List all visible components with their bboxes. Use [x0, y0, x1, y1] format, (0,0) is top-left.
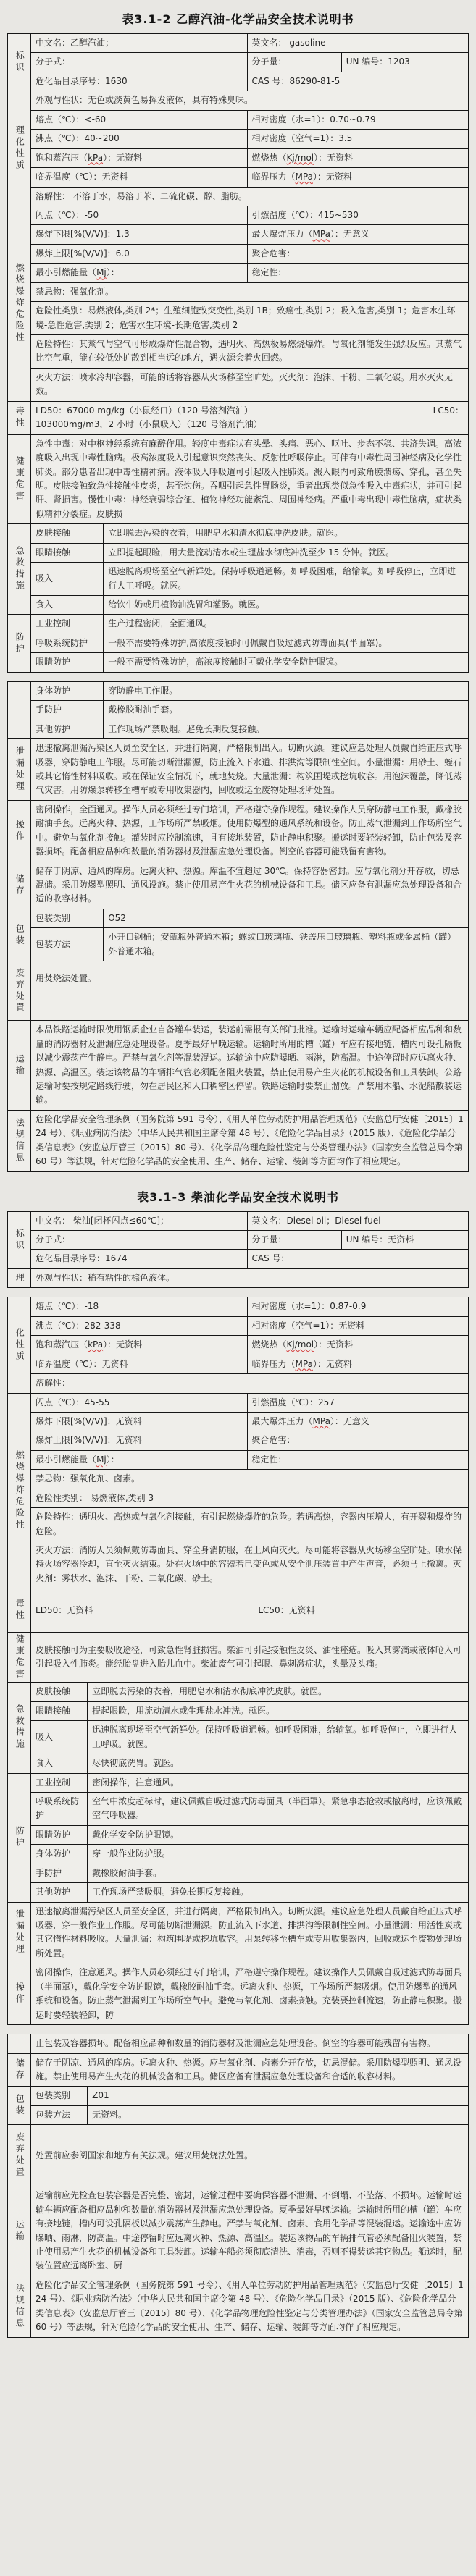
table-row — [8, 1633, 469, 1683]
table-row — [8, 1393, 469, 1412]
t1-side-label-protection: 防护 — [8, 615, 31, 672]
t1-polymerization-cell: 聚合危害： — [247, 244, 469, 263]
t2-side-label-toxicity: 毒性 — [8, 1588, 31, 1633]
t2-side-label-packaging: 包装 — [8, 2087, 31, 2125]
t1-un-number-cell: UN 编号：1203 — [341, 53, 468, 72]
t1-ingestion-label: 食入 — [31, 596, 104, 615]
t2-hazard-class-cell: 危险性类别： 易燃液体,类别 3 — [31, 1489, 469, 1507]
t1-ld50-value: LD50：67000 mg/kg（小鼠经口）（120 号溶剂汽油） — [36, 405, 253, 416]
table-row — [8, 1355, 469, 1373]
table-row — [8, 1250, 469, 1268]
t1-engineering-control-label: 工业控制 — [31, 615, 104, 634]
t2-engineering-control-label: 工业控制 — [31, 1773, 88, 1792]
table-row — [8, 434, 469, 524]
table-row — [8, 302, 469, 335]
t1-uel-cell: 爆炸上限[%(V/V)]：6.0 — [31, 244, 247, 263]
t1-side-label-physical: 理化性质 — [8, 91, 31, 206]
t2-eye-contact-label: 眼睛接触 — [31, 1701, 88, 1720]
t1-inhalation-label: 吸入 — [31, 563, 104, 596]
table-row — [8, 91, 469, 110]
t1-combustion-heat-cell: 燃烧热（Kj/mol）：无资料 — [247, 148, 469, 167]
t2-other-protection-label: 其他防护 — [31, 1883, 88, 1902]
table-row — [8, 1754, 469, 1773]
table-row — [8, 1701, 469, 1720]
t1-waste-disposal-cell: 用焚烧法处置。 — [31, 961, 469, 1021]
t2-side-label-fire-explosion: 燃烧爆炸危险性 — [8, 1393, 31, 1588]
t2-other-protection-cell: 工作现场严禁吸烟。避免长期反复接触。 — [88, 1883, 469, 1902]
t2-side-label-health-hazard: 健康危害 — [8, 1633, 31, 1683]
t2-lc50-value: LC50：无资料 — [258, 1604, 315, 1615]
t1-fire-fighting-cell: 灭火方法：喷水冷却容器，可能的话将容器从火场移至空旷处。灭火剂：泡沫、干粉、二氧化碳。用水灭火无效。 — [31, 368, 469, 401]
sheet2-segment-2 — [7, 1297, 469, 2025]
t2-ingestion-cell: 尽快彻底洗胃。就医。 — [88, 1754, 469, 1773]
t2-un-number-cell: UN 编号：无资料 — [341, 1231, 468, 1250]
table-row — [8, 401, 469, 434]
sheet1-segment-1 — [7, 33, 469, 673]
t1-other-protection-label: 其他防护 — [31, 720, 104, 738]
t2-ingestion-label: 食入 — [31, 1754, 88, 1773]
table-row — [8, 1021, 469, 1111]
sheet2-segment-1 — [7, 1211, 469, 1289]
t2-packaging-method-cell: 无资料。 — [88, 2105, 469, 2124]
table-row — [8, 1431, 469, 1450]
table-row — [8, 1489, 469, 1507]
table-row — [8, 1825, 469, 1844]
table-row — [8, 148, 469, 167]
t1-molweight-cell: 分子量： — [247, 53, 341, 72]
sheet2-segment-3 — [7, 2034, 469, 2338]
t2-boiling-point-cell: 沸点（℃）：282-338 — [31, 1316, 247, 1335]
table-row — [8, 1792, 469, 1825]
t2-inhalation-label: 吸入 — [31, 1721, 88, 1754]
table-row — [8, 187, 469, 206]
table-row — [8, 1231, 469, 1250]
table-row — [8, 543, 469, 562]
t2-flash-point-cell: 闪点（℃）：45-55 — [31, 1393, 247, 1412]
t2-inhalation-cell: 迅速脱离现场至空气新鲜处。保持呼吸道通畅。如呼吸困难，给输氧。如呼吸停止，立即进行人工呼吸。就医。 — [88, 1721, 469, 1754]
t1-min-ignition-energy-cell: 最小引燃能量（Mj）： — [31, 264, 247, 282]
t1-cas-cell: CAS 号：86290-81-5 — [247, 72, 469, 91]
t1-engineering-control-cell: 生产过程密闭，全面通风。 — [104, 615, 469, 634]
t1-boiling-point-cell: 沸点（℃）：40~200 — [31, 130, 247, 148]
t2-packaging-method-label: 包装方法 — [31, 2105, 88, 2124]
t1-transport-cell: 本品铁路运输时限使用钢质企业自备罐车装运，装运前需报有关部门批准。运输时运输车辆应配备相应品种和数量的消防器材及泄漏应急处理设备。夏季最好早晚运输。运输时所用的槽（罐）车应有接地链，槽内可设孔隔板以减少震荡产生静电。严禁与氧化剂等混装混运。运输途中应防曝晒、雨淋，防高温。中途停留时应远离火种、热源、高温区。装运该物品的车辆排气管必须配备阻火装置，禁止使用易产生火花的机械设备和工具装卸。公路运输时要按规定路线行驶，勿在居民区和人口稠密区停留。铁路运输时要禁止溜放。严禁用木船、水泥船散装运输。 — [31, 1021, 469, 1111]
t2-fire-fighting-cell: 灭火方法：消防人员须佩戴防毒面具、穿全身消防服，在上风向灭火。尽可能将容器从火场移至空旷处。喷水保持火场容器冷却，直至灭火结束。处在火场中的容器若已变色或从安全泄压装置中产生声音，必须马上撤离。灭火剂：雾状水、泡沫、干粉、二氧化碳、砂土。 — [31, 1541, 469, 1588]
t2-hand-protection-label: 手防护 — [31, 1864, 88, 1882]
table-row — [8, 1374, 469, 1393]
t1-side-label-health-hazard: 健康危害 — [8, 434, 31, 524]
t2-formula-cell: 分子式： — [31, 1231, 247, 1250]
t1-catalog-no-cell: 危化品目录序号：1630 — [31, 72, 247, 91]
table-row — [8, 653, 469, 672]
t1-side-label-empty — [8, 681, 31, 738]
t2-regulations-cell: 危险化学品安全管理条例（国务院第 591 号令）、《用人单位劳动防护用品管理规范》（安监总厅安健〔2015〕124 号）、《职业病防治法》（中华人民共和国主席令第 48 号）、《危险化学品目录》（2015 版）、《危险化学品分类信息表》（安监总厅管三〔2015〕80 号）、《化学品物理危险性鉴定与分类管理办法》（国家安全监管总局令第 60 号）等法规，针对危险化学品的安全使用、生产、储存、运输、装卸等方面均作了相应规定。 — [31, 2276, 469, 2337]
table-row — [8, 368, 469, 401]
t1-eye-protection-label: 眼睛防护 — [31, 653, 104, 672]
table-row — [8, 634, 469, 652]
t2-side-label-physical-b: 化性质 — [8, 1297, 31, 1393]
table-row — [8, 1470, 469, 1489]
table-row — [8, 720, 469, 738]
t1-side-label-packaging: 包装 — [8, 909, 31, 961]
t2-side-label-regulations: 法规信息 — [8, 2276, 31, 2337]
table-row — [8, 335, 469, 369]
sheet1-segment-2 — [7, 681, 469, 1172]
table-row — [8, 206, 469, 224]
t1-skin-contact-cell: 立即脱去污染的衣着，用肥皂水和清水彻底冲洗皮肤。就医。 — [104, 524, 469, 543]
table-row — [8, 1721, 469, 1754]
t1-incompatibles-cell: 禁忌物：强氧化剂。 — [31, 282, 469, 301]
table-row — [8, 264, 469, 282]
t2-side-label-storage: 储存 — [8, 2053, 31, 2087]
t2-respiratory-protection-label: 呼吸系统防护 — [31, 1792, 88, 1825]
table-row — [8, 524, 469, 543]
table-row — [8, 1773, 469, 1792]
table-row — [8, 110, 469, 129]
table-row — [8, 1508, 469, 1541]
table-row — [8, 282, 469, 301]
table-row — [8, 928, 469, 961]
t2-respiratory-protection-cell: 空气中浓度超标时，建议佩戴自吸过滤式防毒面具（半面罩）。紧急事态抢救或撤离时，应该佩戴空气呼吸器。 — [88, 1792, 469, 1825]
table-row — [8, 1963, 469, 2025]
t1-melting-point-cell: 熔点（℃）：<-60 — [31, 110, 247, 129]
t1-flash-point-cell: 闪点（℃）：-50 — [31, 206, 247, 224]
t2-cas-cell: CAS 号： — [247, 1250, 469, 1268]
t2-density-air-cell: 相对密度（空气=1）：无资料 — [247, 1316, 469, 1335]
t2-polymerization-cell: 聚合危害： — [247, 1431, 469, 1450]
t1-packaging-method-label: 包装方法 — [31, 928, 104, 961]
t2-catalog-no-cell: 危化品目录序号：1674 — [31, 1250, 247, 1268]
table-row — [8, 909, 469, 927]
t2-eye-protection-label: 眼睛防护 — [31, 1825, 88, 1844]
t1-packaging-category-label: 包装类别 — [31, 909, 104, 927]
table-row — [8, 563, 469, 596]
t2-chinese-name-cell: 中文名： 柴油[闭杯闪点≤60℃]； — [31, 1211, 247, 1230]
t1-regulations-cell: 危险化学品安全管理条例（国务院第 591 号令）、《用人单位劳动防护用品管理规范》（安监总厅安健〔2015〕124 号）、《职业病防治法》（中华人民共和国主席令第 48 号）、《危险化学品目录》（2015 版）、《危险化学品分类信息表》（安监总厅管三〔2015〕80 号）、《化学品物理危险性鉴定与分类管理办法》（国家安全监管总局令第 60 号）等法规，针对危险化学品的安全使用、生产、储存、运输、装卸等方面均作了相应规定。 — [31, 1110, 469, 1171]
t1-side-label-transport: 运输 — [8, 1021, 31, 1111]
t1-storage-cell: 储存于阴凉、通风的库房。远离火种、热源。库温不宜超过 30℃。保持容器密封。应与氧化剂分开存放，切忌混储。采用防爆型照明、通风设施。禁止使用易产生火花的机械设备和工具。储区应备有泄漏应急处理设备和合适的收容材料。 — [31, 862, 469, 909]
table-row — [8, 53, 469, 72]
t2-health-hazard-cell: 皮肤接触可为主要吸收途径，可致急性肾脏损害。柴油可引起接触性皮炎、油性痤疮。吸入其雾滴或液体呛入可引起吸入性肺炎。能经胎盘进入胎儿血中。柴油废气可引起眼、鼻刺激症状，头晕及头痛。 — [31, 1633, 469, 1683]
t2-handling-cell-part2: 止包装及容器损坏。配备相应品种和数量的消防器材及泄漏应急处理设备。倒空的容器可能残留有害物。 — [31, 2034, 469, 2053]
t2-molweight-cell: 分子量： — [247, 1231, 341, 1250]
t1-lel-cell: 爆炸下限[%(V/V)]：1.3 — [31, 225, 247, 244]
table-row — [8, 1316, 469, 1335]
t1-toxicity-cell — [31, 401, 469, 434]
t2-lel-cell: 爆炸下限[%(V/V)]：无资料 — [31, 1412, 247, 1431]
table-row — [8, 961, 469, 1021]
t1-respiratory-protection-label: 呼吸系统防护 — [31, 634, 104, 652]
t1-hazard-characteristics-cell: 危险特性：其蒸气与空气可形成爆炸性混合物，遇明火、高热极易燃烧爆炸。与氧化剂能发生强烈反应。其蒸气比空气重，能在较低处扩散到相当远的地方，遇火源会着火回燃。 — [31, 335, 469, 369]
t1-other-protection-cell: 工作现场严禁吸烟。避免长期反复接触。 — [104, 720, 469, 738]
table-row — [8, 1902, 469, 1963]
t2-skin-contact-label: 皮肤接触 — [31, 1683, 88, 1701]
t2-incompatibles-cell: 禁忌物：强氧化剂、卤素。 — [31, 1470, 469, 1489]
table-row — [8, 1297, 469, 1316]
t1-side-label-storage: 储存 — [8, 862, 31, 909]
table-row — [8, 34, 469, 53]
t2-waste-disposal-cell: 处置前应参阅国家和地方有关法规。建议用焚烧法处置。 — [31, 2125, 469, 2186]
table-row — [8, 225, 469, 244]
table-row — [8, 596, 469, 615]
t2-ignition-temp-cell: 引燃温度（℃）：257 — [247, 1393, 469, 1412]
t1-hand-protection-cell: 戴橡胶耐油手套。 — [104, 701, 469, 720]
table-row — [8, 1211, 469, 1230]
t2-engineering-control-cell: 密闭操作，注意通风。 — [88, 1773, 469, 1792]
t2-vapor-pressure-cell: 饱和蒸汽压（kPa）：无资料 — [31, 1336, 247, 1355]
t1-side-label-handling: 操作 — [8, 800, 31, 862]
t2-skin-contact-cell: 立即脱去污染的衣着，用肥皂水和清水彻底冲洗皮肤。就医。 — [88, 1683, 469, 1701]
table-row — [8, 130, 469, 148]
t1-eye-contact-cell: 立即提起眼睑，用大量流动清水或生理盐水彻底冲洗至少 15 分钟。就医。 — [104, 543, 469, 562]
table-row — [8, 2087, 469, 2105]
t2-critical-pressure-cell: 临界压力（MPa）：无资料 — [247, 1355, 469, 1373]
t1-density-water-cell: 相对密度（水=1）：0.70~0.79 — [247, 110, 469, 129]
table-row — [8, 739, 469, 801]
t2-max-explosion-pressure-cell: 最大爆炸压力（MPa）：无意义 — [247, 1412, 469, 1431]
t1-side-label-toxicity: 毒性 — [8, 401, 31, 434]
t2-side-label-waste-disposal: 废弃处置 — [8, 2125, 31, 2186]
t2-hazard-characteristics-cell: 危险特性：遇明火、高热或与氧化剂接触，有引起燃烧爆炸的危险。若遇高热，容器内压增大，有开裂和爆炸的危险。 — [31, 1508, 469, 1541]
table-row — [8, 2186, 469, 2276]
t1-critical-temp-cell: 临界温度（℃）：无资料 — [31, 168, 247, 187]
t2-uel-cell: 爆炸上限[%(V/V)]：无资料 — [31, 1431, 247, 1450]
table-row — [8, 1268, 469, 1287]
t2-appearance-cell: 外观与性状：稍有粘性的棕色液体。 — [31, 1268, 469, 1287]
t1-side-label-waste-disposal: 废弃处置 — [8, 961, 31, 1021]
table-row — [8, 2053, 469, 2087]
table-row — [8, 1110, 469, 1171]
sheet2-title: 表3.1-3 柴油化学品安全技术说明书 — [137, 1190, 339, 1204]
t1-appearance-cell: 外观与性状：无色或淡黄色易挥发液体，具有特殊臭味。 — [31, 91, 469, 110]
t2-side-label-first-aid: 急救措施 — [8, 1683, 31, 1773]
t2-handling-cell-part1: 密闭操作，注意通风。操作人员必须经过专门培训，严格遵守操作规程。建议操作人员佩戴自吸过滤式防毒面具（半面罩），戴化学安全防护眼镜，戴橡胶耐油手套。远离火种、热源，工作场所严禁吸烟。使用防爆型的通风系统和设备。防止蒸气泄漏到工作场所空气中。避免与氧化剂、卤素接触。充装要控制流速，防止静电积聚。搬运时要轻装轻卸，防 — [31, 1963, 469, 2025]
t2-body-protection-label: 身体防护 — [31, 1845, 88, 1864]
t1-eye-protection-cell: 一般不需要特殊防护，高浓度接触时可戴化学安全防护眼镜。 — [104, 653, 469, 672]
t2-leak-handling-cell: 迅速撤离泄漏污染区人员至安全区，并进行隔离，严格限制出入。切断火源。建议应急处理人员戴自给正压式呼吸器，穿一般作业工作服。尽可能切断泄漏源。防止流入下水道、排洪沟等限制性空间。小量泄漏：用活性炭或其它惰性材料吸收。大量泄漏：构筑围堤或挖坑收容。用泵转移至槽车或专用收集器内，回收或运至废物处理场所处置。 — [31, 1902, 469, 1963]
t1-side-label-regulations: 法规信息 — [8, 1110, 31, 1171]
t1-lc50-label: LC50： — [433, 405, 464, 416]
t2-solubility-cell: 溶解性： — [31, 1374, 469, 1393]
t1-eye-contact-label: 眼睛接触 — [31, 543, 104, 562]
t1-respiratory-protection-cell: 一般不需要特殊防护,高浓度接触时可佩戴自吸过滤式防毒面具(半面罩)。 — [104, 634, 469, 652]
t2-min-ignition-energy-cell: 最小引燃能量（Mj）： — [31, 1450, 247, 1469]
t1-leak-handling-cell: 迅速撤离泄漏污染区人员至安全区，并进行隔离，严格限制出入。切断火源。建议应急处理人员戴自给正压式呼吸器，穿防静电工作服。尽可能切断泄漏源，防止流入下水道、排洪沟等限制性空间。小量泄漏：用砂土、蛭石或其它惰性材料吸收。或在保证安全情况下，就地焚烧。大量泄漏：构筑围堤或挖坑收容。用泡沫覆盖，降低蒸气灾害。用防爆泵转移至槽车或专用收集器内，回收或运至废物处理场所处置。 — [31, 739, 469, 801]
t1-stability-cell: 稳定性： — [247, 264, 469, 282]
t2-storage-cell: 储存于阴凉、通风的库房。远离火种、热源。应与氧化剂、卤素分开存放，切忌混储。采用防爆型照明、通风设施。禁止使用易产生火花的机械设备和工具。储区应备有泄漏应急处理设备和合适的收容材料。 — [31, 2053, 469, 2087]
t1-formula-cell: 分子式： — [31, 53, 247, 72]
table-row — [8, 2034, 469, 2053]
t2-toxicity-cell — [31, 1588, 469, 1633]
t2-ld50-value: LD50：无资料 — [36, 1604, 93, 1615]
t2-melting-point-cell: 熔点（℃）：-18 — [31, 1297, 247, 1316]
table-row — [8, 168, 469, 187]
table-row — [8, 244, 469, 263]
t1-side-label-first-aid: 急救措施 — [8, 524, 31, 615]
table-row — [8, 862, 469, 909]
t2-eye-contact-cell: 提起眼睑，用流动清水或生理盐水冲洗。就医。 — [88, 1701, 469, 1720]
t1-health-hazard-cell: 急性中毒：对中枢神经系统有麻醉作用。轻度中毒症状有头晕、头痛、恶心、呕吐、步态不稳、共济失调。高浓度吸入出现中毒性脑病。极高浓度吸入引起意识突然丧失、反射性呼吸停止。可伴有中毒性周围神经病及化学性肺炎。部分患者出现中毒性精神病。液体吸入呼吸道可引起吸入性肺炎。溅入眼内可致角膜溃疡、穿孔，甚至失明。皮肤接触致急性接触性皮炎，甚至灼伤。吞咽引起急性胃肠炎，重者出现类似急性吸入中毒症状，并可引起肝、肾损害。慢性中毒：神经衰弱综合征、植物神经功能紊乱、周围神经病。严重中毒出现中毒性脑病，症状类似精神分裂症。皮肤损 — [31, 434, 469, 524]
t1-skin-contact-label: 皮肤接触 — [31, 524, 104, 543]
table-row — [8, 1845, 469, 1864]
table-row — [8, 1883, 469, 1902]
table-row — [8, 681, 469, 700]
table-row — [8, 72, 469, 91]
t1-inhalation-cell: 迅速脱离现场至空气新鲜处。保持呼吸道通畅。如呼吸困难，给输氧。如呼吸停止，立即进行人工呼吸。就医。 — [104, 563, 469, 596]
t1-ingestion-cell: 给饮牛奶或用植物油洗胃和灌肠。就医。 — [104, 596, 469, 615]
table-row — [8, 1412, 469, 1431]
table-row — [8, 1450, 469, 1469]
t1-packaging-category-cell: O52 — [104, 909, 469, 927]
t1-vapor-pressure-cell: 饱和蒸汽压（kPa）：无资料 — [31, 148, 247, 167]
table-row — [8, 2105, 469, 2124]
t1-side-label-fire-explosion: 燃烧爆炸危险性 — [8, 206, 31, 401]
table-row — [8, 1683, 469, 1701]
t1-critical-pressure-cell: 临界压力（MPa）：无资料 — [247, 168, 469, 187]
t2-stability-cell: 稳定性： — [247, 1450, 469, 1469]
t1-hazard-class-cell: 危险性类别：易燃液体,类别 2*；生殖细胞致突变性,类别 1B；致癌性,类别 2；吸入危害,类别 1；危害水生环境-急性危害,类别 2；危害水生环境-长期危害,类别 2 — [31, 302, 469, 335]
t2-density-water-cell: 相对密度（水=1）：0.87-0.9 — [247, 1297, 469, 1316]
t1-packaging-method-cell: 小开口钢桶；安瓿瓶外普通木箱；螺纹口玻璃瓶、铁盖压口玻璃瓶、塑料瓶或金属桶（罐）外普通木箱。 — [104, 928, 469, 961]
t2-side-label-empty — [8, 2034, 31, 2053]
t1-body-protection-cell: 穿防静电工作服。 — [104, 681, 469, 700]
t1-hand-protection-label: 手防护 — [31, 701, 104, 720]
t2-side-label-transport: 运输 — [8, 2186, 31, 2276]
table-row — [8, 800, 469, 862]
table-row — [8, 1588, 469, 1633]
t1-density-air-cell: 相对密度（空气=1）：3.5 — [247, 130, 469, 148]
t2-eye-protection-cell: 戴化学安全防护眼镜。 — [88, 1825, 469, 1844]
t1-body-protection-label: 身体防护 — [31, 681, 104, 700]
t2-combustion-heat-cell: 燃烧热（Kj/mol）：无资料 — [247, 1336, 469, 1355]
table-row — [8, 1541, 469, 1588]
t2-critical-temp-cell: 临界温度（℃）：无资料 — [31, 1355, 247, 1373]
sheet1-title: 表3.1-2 乙醇汽油-化学品安全技术说明书 — [122, 12, 354, 26]
t2-english-name-cell: 英文名：Diesel oil；Diesel fuel — [247, 1211, 469, 1230]
t1-solubility-cell: 溶解性： 不溶于水，易溶于苯、二硫化碳、醇、脂肪。 — [31, 187, 469, 206]
table-row — [8, 1336, 469, 1355]
table-row — [8, 2125, 469, 2186]
t2-side-label-physical-a: 理 — [8, 1268, 31, 1287]
t1-ignition-temp-cell: 引燃温度（℃）：415~530 — [247, 206, 469, 224]
table-row — [8, 2276, 469, 2337]
table-row — [8, 615, 469, 634]
t1-max-explosion-pressure-cell: 最大爆炸压力（MPa）：无意义 — [247, 225, 469, 244]
table-row — [8, 701, 469, 720]
t1-lc50-value: 103000mg/m3，2 小时（小鼠吸入）（120 号溶剂汽油） — [36, 419, 262, 430]
t2-hand-protection-cell: 戴橡胶耐油手套。 — [88, 1864, 469, 1882]
t2-side-label-handling: 操作 — [8, 1963, 31, 2025]
t1-chinese-name-cell: 中文名：乙醇汽油； — [31, 34, 247, 53]
t2-side-label-protection: 防护 — [8, 1773, 31, 1902]
t1-english-name-cell: 英文名： gasoline — [247, 34, 469, 53]
t2-packaging-category-label: 包装类别 — [31, 2087, 88, 2105]
t2-packaging-category-cell: Z01 — [88, 2087, 469, 2105]
t2-body-protection-cell: 穿一般作业防护服。 — [88, 1845, 469, 1864]
t1-handling-cell: 密闭操作，全面通风。操作人员必须经过专门培训，严格遵守操作规程。建议操作人员穿防静电工作服，戴橡胶耐油手套。远离火种、热源，工作场所严禁吸烟。使用防爆型的通风系统和设备。防止蒸气泄漏到工作场所空气中。避免与氧化剂接触。灌装时应控制流速，且有接地装置，防止静电积聚。搬运时要轻装轻卸，防止包装及容器损坏。配备相应品种和数量的消防器材及泄漏应急处理设备。倒空的容器可能残留有害物。 — [31, 800, 469, 862]
t1-side-label-identification: 标识 — [8, 34, 31, 91]
t1-side-label-leak-handling: 泄漏处理 — [8, 739, 31, 801]
t2-side-label-leak-handling: 泄漏处理 — [8, 1902, 31, 1963]
t2-transport-cell: 运输前应先检查包装容器是否完整、密封，运输过程中要确保容器不泄漏、不倒塌、不坠落、不损坏。运输时运输车辆应配备相应品种和数量的消防器材及泄漏应急处理设备。夏季最好早晚运输。运输时所用的槽（罐）车应有接地链，槽内可设孔隔板以减少震荡产生静电。严禁与氧化剂、卤素、食用化学品等混装混运。运输途中应防曝晒、雨淋，防高温。中途停留时应远离火种、热源、高温区。装运该物品的车辆排气管必须配备阻火装置，禁止使用易产生火花的机械设备和工具装卸。运输车船必须彻底清洗、消毒，否则不得装运其它物品。船运时，配装位置应远离卧室、厨 — [31, 2186, 469, 2276]
table-row — [8, 1864, 469, 1882]
t2-side-label-identification: 标识 — [8, 1211, 31, 1268]
